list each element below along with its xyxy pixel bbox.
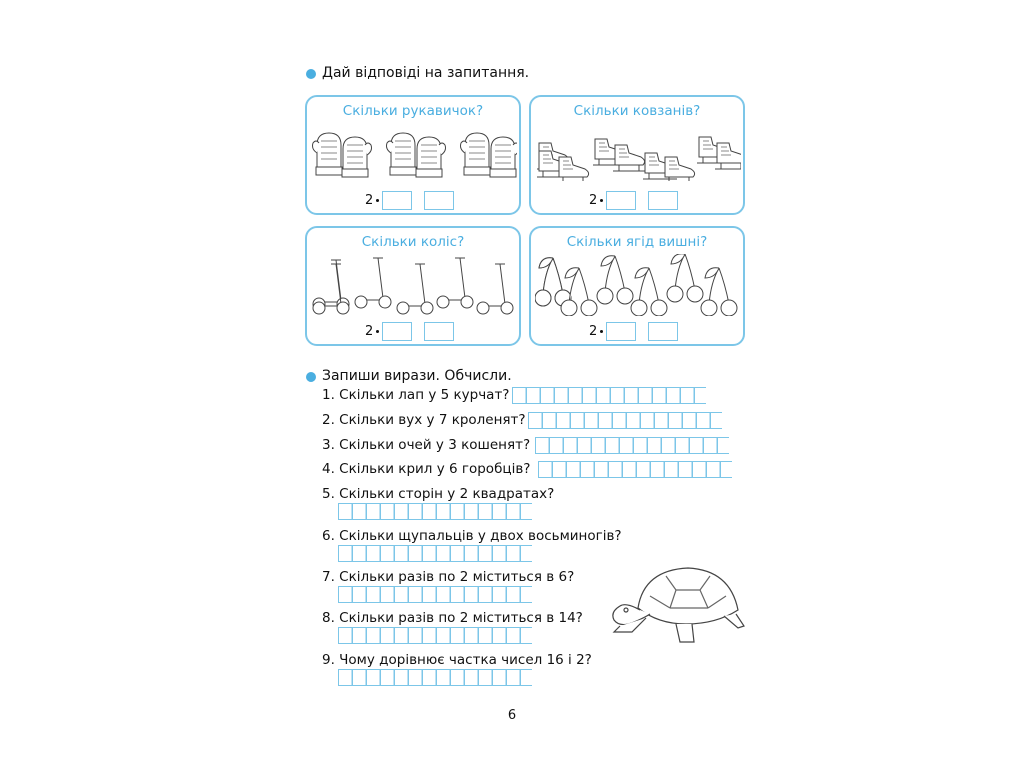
question-3: 3. Скільки очей у 3 кошенят? [322, 437, 531, 453]
question-6: 6. Скільки щупальців у двох восьминогів? [322, 528, 622, 544]
answer-grid-6[interactable] [338, 545, 532, 562]
skates-icon [535, 123, 741, 181]
answer-grid-7[interactable] [338, 586, 532, 603]
equation [589, 189, 678, 211]
equation [365, 189, 454, 211]
multiplier: 2 [589, 192, 598, 208]
answer-grid-2[interactable] [528, 412, 722, 429]
card-title: Скільки коліс? [361, 234, 465, 250]
question-4: 4. Скільки крил у 6 горобців? [322, 461, 531, 477]
answer-grid-8[interactable] [338, 627, 532, 644]
multiplier: 2 [365, 192, 374, 208]
answer-box-1[interactable] [606, 322, 636, 341]
equation [365, 320, 454, 342]
multiply-dot [376, 199, 379, 202]
page-number: 6 [507, 708, 517, 723]
answer-box-1[interactable] [382, 322, 412, 341]
question-2: 2. Скільки вух у 7 кроленят? [322, 412, 526, 428]
card-scooters [305, 226, 521, 346]
answer-box-2[interactable] [648, 191, 678, 210]
answer-box-1[interactable] [606, 191, 636, 210]
answer-grid-1[interactable] [512, 387, 706, 404]
card-title: Скільки ягід вишні? [566, 234, 708, 250]
multiplier: 2 [365, 323, 374, 339]
card-title: Скільки ковзанів? [573, 103, 701, 119]
question-8: 8. Скільки разів по 2 міститься в 14? [322, 610, 583, 626]
answer-box-2[interactable] [648, 322, 678, 341]
question-1: 1. Скільки лап у 5 курчат? [322, 387, 510, 403]
equation [589, 320, 678, 342]
turtle-icon [606, 562, 748, 652]
multiply-dot [376, 330, 379, 333]
answer-grid-4[interactable] [538, 461, 732, 478]
multiplier: 2 [589, 323, 598, 339]
card-title: Скільки рукавичок? [342, 103, 484, 119]
multiply-dot [600, 199, 603, 202]
question-9: 9. Чому дорівнює частка чисел 16 і 2? [322, 652, 592, 668]
answer-grid-3[interactable] [535, 437, 729, 454]
task2-heading: Запиши вирази. Обчисли. [322, 368, 512, 384]
multiply-dot [600, 330, 603, 333]
answer-grid-5[interactable] [338, 503, 532, 520]
question-5: 5. Скільки сторін у 2 квадратах? [322, 486, 555, 502]
task1-bullet [306, 69, 316, 79]
answer-grid-9[interactable] [338, 669, 532, 686]
mittens-icon [311, 123, 517, 181]
scooters-icon [311, 254, 517, 316]
answer-box-2[interactable] [424, 191, 454, 210]
card-cherries [529, 226, 745, 346]
card-skates [529, 95, 745, 215]
task2-bullet [306, 372, 316, 382]
card-mittens [305, 95, 521, 215]
answer-box-1[interactable] [382, 191, 412, 210]
task1-heading: Дай відповіді на запитання. [322, 65, 530, 81]
answer-box-2[interactable] [424, 322, 454, 341]
question-7: 7. Скільки разів по 2 міститься в 6? [322, 569, 575, 585]
cherries-icon [535, 254, 741, 316]
